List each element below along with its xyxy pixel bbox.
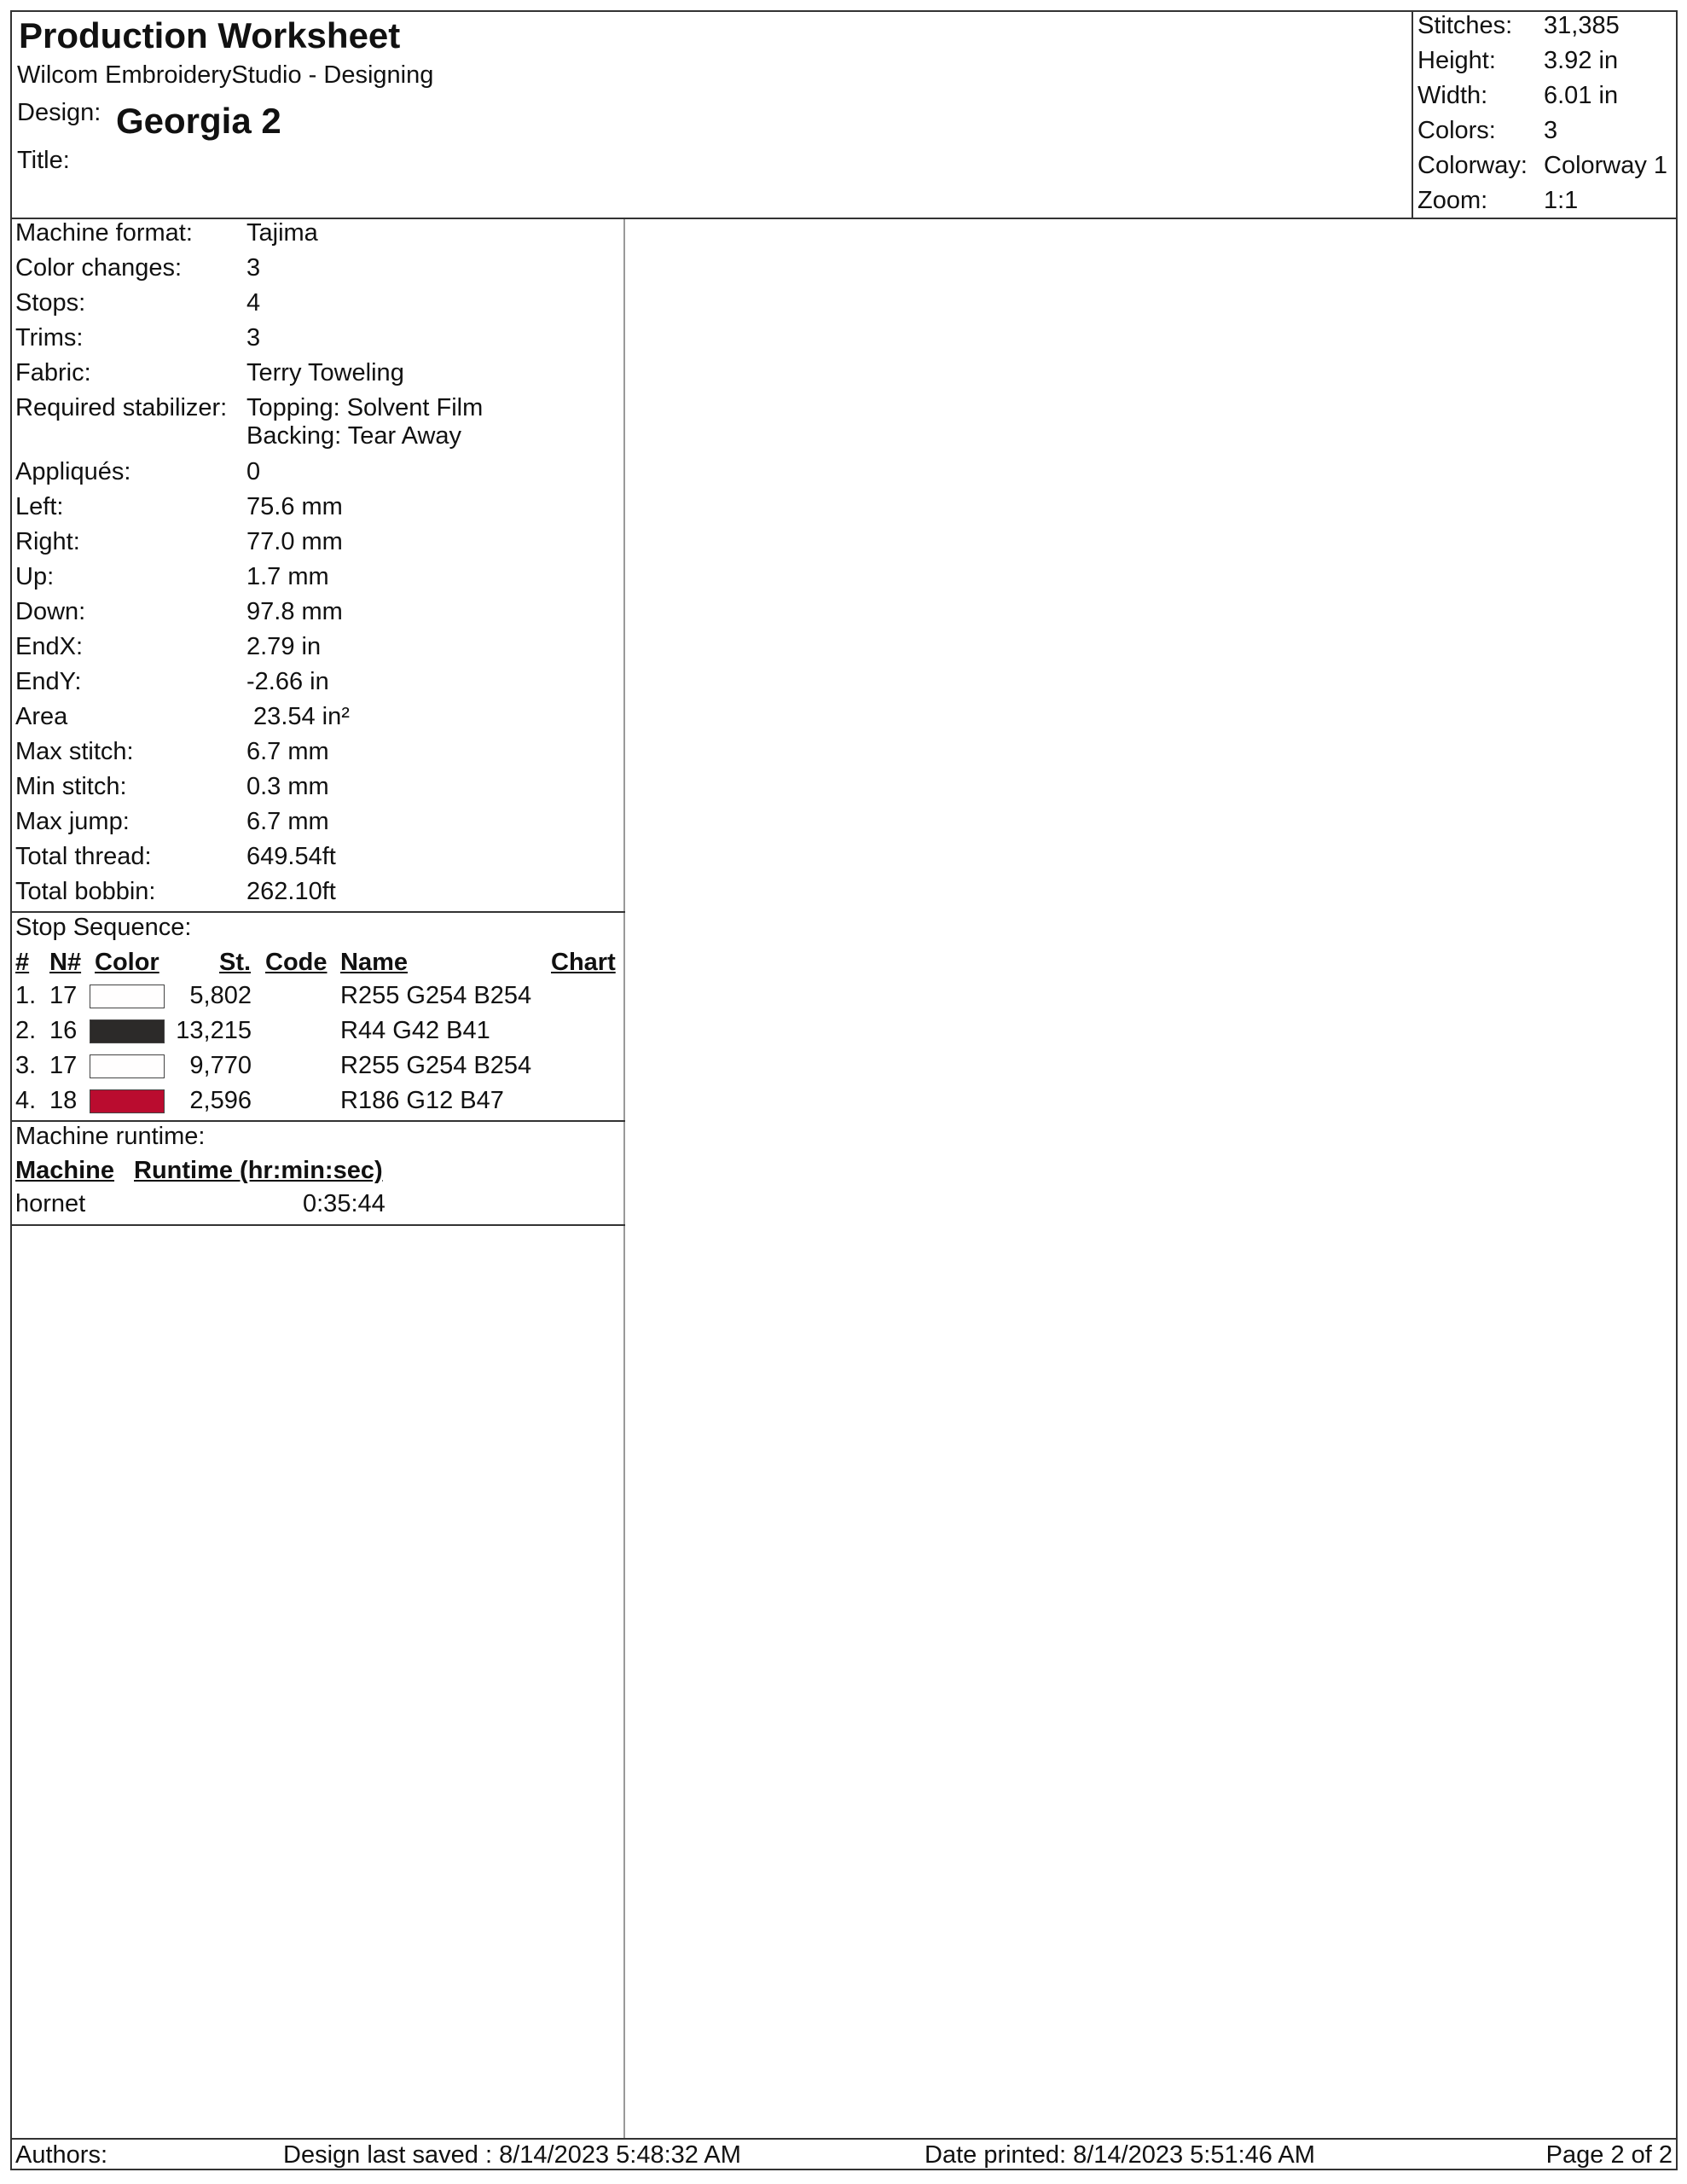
stat-label: Zoom:	[1417, 187, 1488, 214]
property-value: -2.66 in	[246, 668, 329, 695]
stat-colors	[1417, 117, 1557, 145]
stat-label: Stitches:	[1417, 12, 1513, 39]
col-header-code: Code	[265, 949, 328, 976]
row-num: 2.	[15, 1017, 37, 1044]
property-value: 6.7 mm	[246, 738, 329, 765]
footer-last-saved: Design last saved : 8/14/2023 5:48:32 AM	[283, 2141, 741, 2169]
property-value: 0	[246, 458, 261, 485]
row-name: R44 G42 B41	[340, 1017, 490, 1044]
property-value: 75.6 mm	[246, 493, 343, 520]
property-value: 6.7 mm	[246, 808, 329, 835]
stat-stitches	[1417, 12, 1620, 40]
stat-label: Colors:	[1417, 117, 1496, 144]
stat-value: 31,385	[1544, 12, 1620, 39]
footer-date-printed: Date printed: 8/14/2023 5:51:46 AM	[925, 2141, 1315, 2169]
row-runtime: 0:35:44	[303, 1190, 386, 1217]
property-label: Max stitch:	[15, 738, 134, 765]
row-stitches: 13,215	[176, 1017, 252, 1044]
property-value: 97.8 mm	[246, 598, 343, 625]
footer-page-number: Page 2 of 2	[1545, 2141, 1673, 2169]
row-stitches: 9,770	[189, 1052, 252, 1079]
property-label: Fabric:	[15, 359, 91, 386]
col-header-needle: N#	[49, 949, 82, 976]
stat-height	[1417, 47, 1618, 75]
property-label: Total bobbin:	[15, 878, 156, 905]
row-num: 4.	[15, 1087, 37, 1114]
stat-value: 6.01 in	[1544, 82, 1619, 109]
property-label: Max jump:	[15, 808, 130, 835]
section-divider	[10, 1224, 625, 1226]
stat-value: 3.92 in	[1544, 47, 1619, 74]
row-stitches: 2,596	[189, 1087, 252, 1114]
stat-value: Colorway 1	[1544, 152, 1668, 179]
design-preview-area	[625, 219, 1676, 2138]
property-value: Backing: Tear Away	[246, 422, 462, 450]
stat-colorway	[1417, 152, 1667, 180]
property-value: 1.7 mm	[246, 563, 329, 590]
footer-authors: Authors:	[15, 2141, 107, 2169]
property-label: Color changes:	[15, 254, 183, 282]
stat-label: Width:	[1417, 82, 1488, 109]
property-label: EndY:	[15, 668, 82, 695]
row-needle: 17	[49, 1052, 78, 1079]
property-label: Machine format:	[15, 219, 193, 247]
property-label: Min stitch:	[15, 773, 127, 800]
properties-column: Machine format: Tajima Color changes: 3 Stops: 4 Trims: 3 Fabric: Terry Toweling Required stabilizer: Topping: Solvent Film Backing: Tear Away Appliqués: 0 Left: 75.6 mm Right: 77.0 mm Up: 1.7 mm Down: 97.8 mm EndX: 2.79 in EndY: -2.66 in Area 23.54 in² Max stitch: 6.7 mm Min stitch: 0.3 mm Max jump: 6.7 mm Total thread: 649.54ft Total bobbin: 262.10ft Stop Sequence: # N# Color St. Code Name Chart 1. 17 5,802 R255 G254 B254 2. 16 13,215 R44 G42 B41 3. 17 9,770 R255 G254 B254 4. 18 2,596 R186 G12 B47 Machine runtime: Machine Runtime (hr:min:sec) hornet 0:35:44	[10, 219, 625, 2139]
design-name: Georgia 2	[116, 101, 281, 141]
title-label: Title:	[17, 147, 70, 174]
col-header-runtime: Runtime (hr:min:sec)	[134, 1157, 383, 1184]
stat-width	[1417, 82, 1618, 110]
design-label: Design:	[17, 99, 101, 126]
col-header-name: Name	[340, 949, 408, 976]
section-divider	[10, 911, 625, 913]
property-value: Topping: Solvent Film	[246, 394, 484, 421]
app-name: Wilcom EmbroideryStudio - Designing	[17, 61, 434, 89]
property-value: 4	[246, 289, 261, 317]
row-name: R186 G12 B47	[340, 1087, 504, 1114]
col-header-num: #	[15, 949, 30, 976]
color-swatch	[90, 1054, 165, 1078]
property-value: Terry Toweling	[246, 359, 404, 386]
row-stitches: 5,802	[189, 982, 252, 1009]
property-label: EndX:	[15, 633, 83, 660]
property-label: Stops:	[15, 289, 86, 317]
col-header-chart: Chart	[551, 949, 616, 976]
property-label: Area	[15, 703, 68, 730]
stat-value: 1:1	[1544, 187, 1579, 214]
property-value: 3	[246, 324, 261, 351]
color-swatch	[90, 1019, 165, 1043]
property-label: Up:	[15, 563, 55, 590]
stat-zoom	[1417, 187, 1578, 215]
property-label: Appliqués:	[15, 458, 131, 485]
row-needle: 16	[49, 1017, 78, 1044]
row-name: R255 G254 B254	[340, 982, 532, 1009]
row-machine: hornet	[15, 1190, 86, 1217]
stat-label: Height:	[1417, 47, 1496, 74]
col-header-stitches: St.	[219, 949, 252, 976]
property-value: 2.79 in	[246, 633, 322, 660]
property-label: Down:	[15, 598, 86, 625]
property-label: Required stabilizer:	[15, 394, 228, 421]
property-value: 0.3 mm	[246, 773, 329, 800]
worksheet-header	[10, 10, 1678, 219]
color-swatch	[90, 985, 165, 1008]
property-value: 77.0 mm	[246, 528, 343, 555]
row-num: 3.	[15, 1052, 37, 1079]
row-num: 1.	[15, 982, 37, 1009]
stat-label: Colorway:	[1417, 152, 1528, 179]
property-label: Total thread:	[15, 843, 152, 870]
property-value: Tajima	[246, 219, 318, 247]
property-label: Left:	[15, 493, 64, 520]
section-divider	[10, 1120, 625, 1122]
property-value: 3	[246, 254, 261, 282]
page-title: Production Worksheet	[19, 15, 401, 55]
row-needle: 18	[49, 1087, 78, 1114]
property-label: Trims:	[15, 324, 84, 351]
row-name: R255 G254 B254	[340, 1052, 532, 1079]
property-value: 649.54ft	[246, 843, 336, 870]
stat-value: 3	[1544, 117, 1558, 144]
col-header-machine: Machine	[15, 1157, 115, 1184]
worksheet-footer	[10, 2138, 1678, 2170]
summary-stats	[1412, 10, 1678, 218]
color-swatch	[90, 1089, 165, 1113]
row-needle: 17	[49, 982, 78, 1009]
property-value: 23.54 in²	[246, 703, 350, 730]
col-header-color: Color	[95, 949, 159, 976]
property-value: 262.10ft	[246, 878, 336, 905]
property-label: Right:	[15, 528, 80, 555]
